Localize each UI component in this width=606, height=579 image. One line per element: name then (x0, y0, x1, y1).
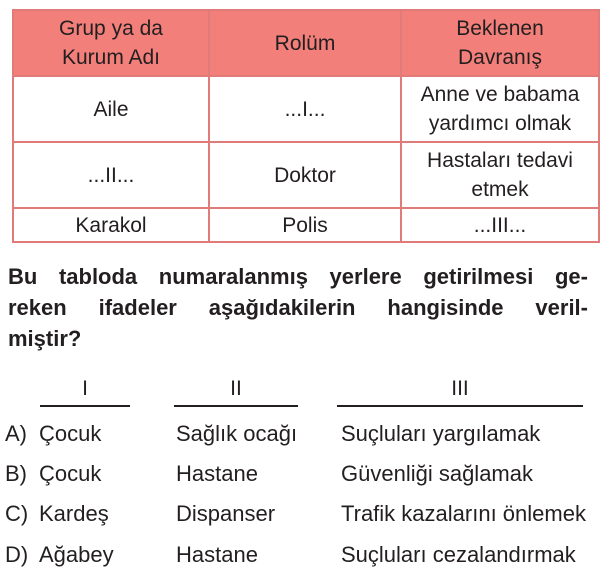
option-letter: C) (5, 501, 29, 526)
answer-option-b[interactable] (5, 459, 605, 489)
table-cell: Anne ve babama yardımcı olmak (401, 76, 599, 142)
table-cell: ...III... (401, 208, 599, 242)
table-row (13, 142, 599, 208)
option-letter: D) (5, 542, 29, 567)
table-row (13, 208, 599, 242)
option-value-i: Ağabey (39, 542, 114, 567)
option-letter: B) (5, 461, 27, 486)
option-value-i: Çocuk (39, 461, 102, 486)
header-text: Grup ya da Kurum Adı (59, 17, 163, 69)
question-line: miştir? (8, 326, 82, 351)
option-value-ii: Hastane (176, 461, 258, 486)
table-cell: ...I... (209, 76, 401, 142)
header-role (209, 10, 401, 76)
option-value-iii: Suçluları cezalandırmak (341, 542, 576, 567)
table-cell: Aile (13, 76, 209, 142)
option-column-header-iii: III (451, 377, 469, 400)
question-line: reken ifadeler aşağıdakilerin hangisinde veril- (8, 295, 588, 320)
option-column-header-ii: II (230, 377, 242, 400)
header-text: Rolüm (274, 31, 336, 55)
question-text (8, 261, 588, 354)
option-value-i: Kardeş (39, 501, 109, 526)
column-rule (337, 405, 583, 407)
option-value-iii: Trafik kazalarını önlemek (341, 501, 586, 526)
role-table (12, 9, 600, 243)
option-column-header-i: I (82, 377, 88, 400)
answer-option-d[interactable] (5, 540, 605, 570)
option-value-i: Çocuk (39, 421, 102, 446)
header-group-name (13, 10, 209, 76)
option-value-iii: Suçluları yargılamak (341, 421, 541, 446)
table-cell: ...II... (13, 142, 209, 208)
option-value-ii: Dispanser (176, 501, 276, 526)
answer-option-a[interactable] (5, 419, 605, 449)
table-cell: Hastaları tedavi etmek (401, 142, 599, 208)
table-cell: Karakol (13, 208, 209, 242)
question-line: Bu tabloda numaralanmış yerlere getirilmesi ge- (8, 264, 588, 289)
column-rule (40, 405, 130, 407)
column-rule (174, 405, 298, 407)
option-value-ii: Sağlık ocağı (176, 421, 298, 446)
answer-option-c[interactable] (5, 499, 605, 529)
header-text: Beklenen Davranış (456, 17, 544, 69)
option-value-ii: Hastane (176, 542, 258, 567)
table-header-row (13, 10, 599, 76)
header-expected-behavior (401, 10, 599, 76)
table-row (13, 76, 599, 142)
table-cell: Polis (209, 208, 401, 242)
option-letter: A) (5, 421, 27, 446)
option-value-iii: Güvenliği sağlamak (341, 461, 533, 486)
table-cell: Doktor (209, 142, 401, 208)
